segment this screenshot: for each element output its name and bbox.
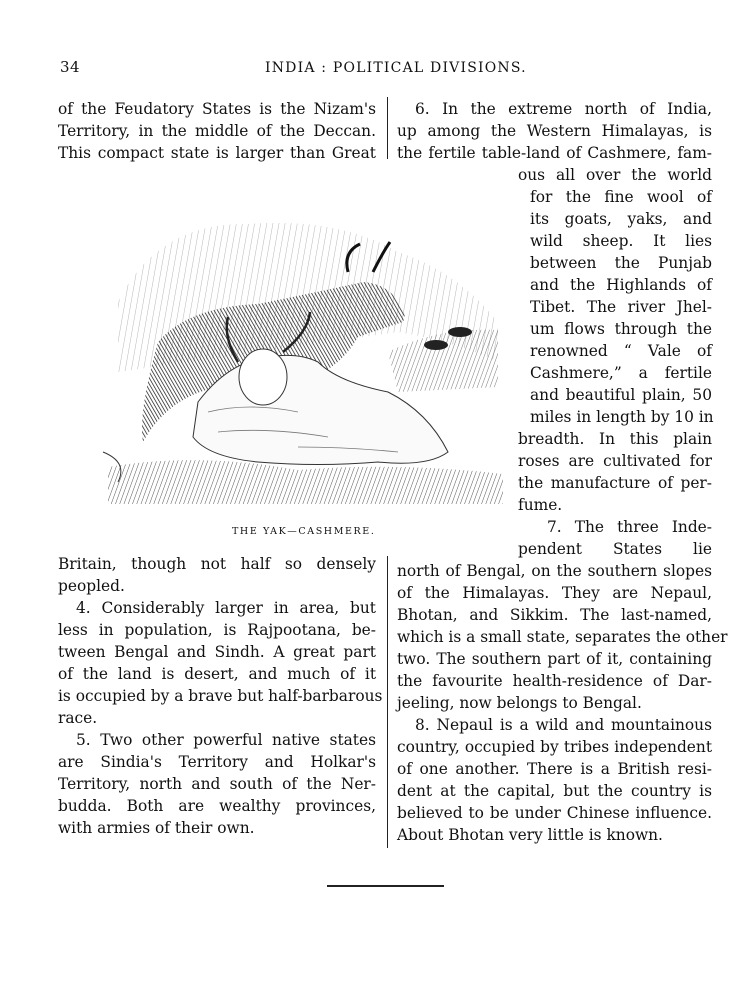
text-line: its goats, yaks, and	[530, 210, 712, 228]
text-line: peopled.	[58, 577, 125, 595]
text-line: renowned “ Vale of	[530, 342, 712, 360]
column-divider-top	[387, 97, 388, 159]
text-line: tween Bengal and Sindh. A great part	[58, 643, 376, 661]
text-line: Bhotan, and Sikkim. The last-named,	[397, 606, 712, 624]
text-line: Cashmere,” a fertile	[530, 364, 712, 382]
text-line: dent at the capital, but the country is	[397, 782, 712, 800]
text-line: miles in length by 10 in	[530, 408, 714, 426]
text-line: 7. The three Inde-	[547, 518, 712, 536]
text-line: the manufacture of per-	[518, 474, 712, 492]
text-line: country, occupied by tribes independent	[397, 738, 712, 756]
text-line: race.	[58, 709, 98, 727]
text-line: of the land is desert, and much of it	[58, 665, 376, 683]
text-line: This compact state is larger than Great	[58, 144, 376, 162]
text-line: with armies of their own.	[58, 819, 255, 837]
text-line: 5. Two other powerful native states	[76, 731, 376, 749]
text-line: of the Himalayas. They are Nepaul,	[397, 584, 712, 602]
text-line: the fertile table-land of Cashmere, fam-	[397, 144, 712, 162]
text-line: About Bhotan very little is known.	[397, 826, 663, 844]
text-line: are Sindia's Territory and Holkar's	[58, 753, 376, 771]
text-line: roses are cultivated for	[518, 452, 712, 470]
text-line: Tibet. The river Jhel-	[530, 298, 712, 316]
text-line: fume.	[518, 496, 563, 514]
end-of-section-rule	[327, 885, 444, 887]
page-number: 34	[60, 58, 81, 76]
illustration-caption: THE YAK—CASHMERE.	[232, 526, 376, 537]
text-line: Territory, in the middle of the Deccan.	[58, 122, 376, 140]
yak-engraving-illustration	[98, 212, 510, 504]
text-line: wild sheep. It lies	[530, 232, 712, 250]
text-line: 8. Nepaul is a wild and mountainous	[415, 716, 712, 734]
text-line: 6. In the extreme north of India,	[415, 100, 712, 118]
text-line: Territory, north and south of the Ner-	[58, 775, 376, 793]
text-line: two. The southern part of it, containing	[397, 650, 712, 668]
text-line: the favourite health-residence of Dar-	[397, 672, 712, 690]
text-line: um flows through the	[530, 320, 712, 338]
text-line: and the Highlands of	[530, 276, 712, 294]
text-line: Britain, though not half so densely	[58, 555, 376, 573]
running-header-title: INDIA : POLITICAL DIVISIONS.	[265, 60, 527, 76]
text-line: of one another. There is a British resi-	[397, 760, 712, 778]
text-line: jeeling, now belongs to Bengal.	[397, 694, 642, 712]
text-line: pendent States lie	[518, 540, 712, 558]
text-line: budda. Both are wealthy provinces,	[58, 797, 376, 815]
text-line: believed to be under Chinese influence.	[397, 804, 712, 822]
text-line: up among the Western Himalayas, is	[397, 122, 712, 140]
text-line: ous all over the world	[518, 166, 712, 184]
text-line: between the Punjab	[530, 254, 712, 272]
text-line: north of Bengal, on the southern slopes	[397, 562, 712, 580]
text-line: is occupied by a brave but half-barbarous	[58, 687, 383, 705]
text-line: 4. Considerably larger in area, but	[76, 599, 376, 617]
text-line: which is a small state, separates the other	[397, 628, 728, 646]
text-line: and beautiful plain, 50	[530, 386, 712, 404]
text-line: less in population, is Rajpootana, be-	[58, 621, 376, 639]
text-line: of the Feudatory States is the Nizam's	[58, 100, 376, 118]
text-line: for the fine wool of	[530, 188, 712, 206]
text-line: breadth. In this plain	[518, 430, 712, 448]
column-divider-bottom	[387, 556, 388, 848]
